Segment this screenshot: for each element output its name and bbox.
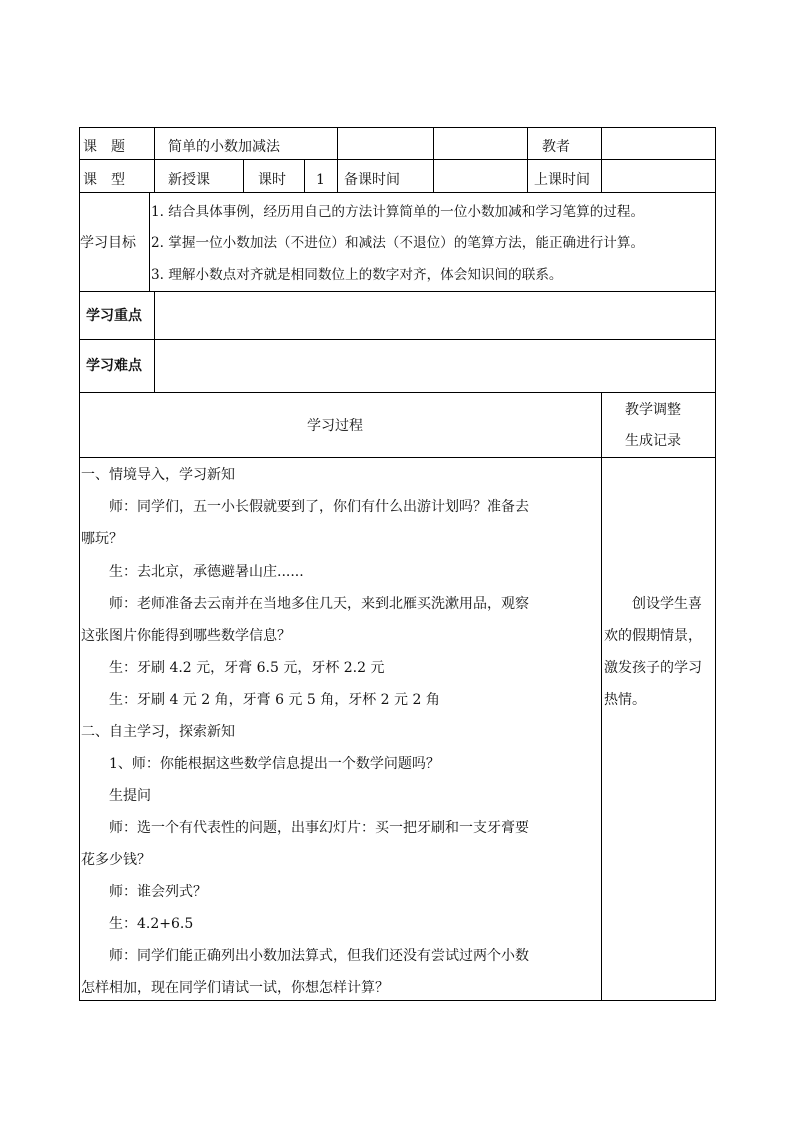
content-line: 生：4.2+6.5 [81,916,194,932]
table-rule [433,127,434,193]
table-rule [601,392,602,1001]
content-line: 师：谁会列式？ [81,884,207,900]
objective-item: 1. 结合具体事例，经历用自己的方法计算简单的一位小数加减和学习笔算的过程。 [151,204,645,220]
content-line: 一、情境导入，学习新知 [81,467,235,483]
content-line: 生提问 [81,788,151,804]
side-note-line: 创设学生喜 [604,596,702,612]
type-label: 课 型 [83,172,125,188]
objective-item: 2. 掌握一位小数加法（不进位）和减法（不退位）的笔算方法，能正确进行计算。 [151,235,645,251]
process-label: 学习过程 [307,418,363,434]
prep-time-label: 备课时间 [344,172,400,188]
table-rule [337,127,338,193]
content-line: 生：牙刷 4.2 元，牙膏 6.5 元，牙杯 2.2 元 [81,660,385,676]
content-line: 哪玩？ [81,531,123,547]
class-time-label: 上课时间 [534,172,590,188]
topic-label: 课 题 [83,139,125,155]
objectives-label: 学习目标 [80,235,136,251]
content-line: 这张图片你能得到哪些数学信息？ [81,628,291,644]
difficulty-label: 学习难点 [86,358,142,374]
content-line: 1、师：你能根据这些数学信息提出一个数学问题吗？ [81,756,440,772]
content-line: 二、自主学习，探索新知 [81,724,235,740]
content-line: 生：去北京，承德避暑山庄...... [81,564,304,580]
table-rule [79,192,716,193]
table-rule [79,392,716,393]
content-line: 师：同学们能正确列出小数加法算式，但我们还没有尝试过两个小数 [81,948,529,964]
content-line: 师：选一个有代表性的问题，出事幻灯片：买一把牙刷和一支牙膏要 [81,820,529,836]
side-note-line: 欢的假期情景， [604,628,702,644]
adjust-label-line1: 教学调整 [625,402,681,418]
table-rule [154,291,155,393]
table-border-top [79,127,716,128]
content-line: 花多少钱？ [81,852,151,868]
table-rule [149,192,150,292]
table-rule [304,159,305,193]
table-border-bottom [79,1000,716,1001]
objective-item: 3. 理解小数点对齐就是相同数位上的数字对齐，体会知识间的联系。 [151,267,563,283]
table-border-left [79,127,80,1001]
period-value: 1 [316,172,325,188]
table-border-right [715,127,716,1001]
table-rule [154,127,155,193]
table-rule [79,339,716,340]
topic-value: 简单的小数加减法 [168,139,280,155]
table-rule [243,159,244,193]
content-line: 师：老师准备去云南并在当地多住几天，来到北雁买洗漱用品，观察 [81,596,529,612]
table-rule [79,457,716,458]
content-line: 生：牙刷 4 元 2 角，牙膏 6 元 5 角，牙杯 2 元 2 角 [81,692,440,708]
side-note-line: 激发孩子的学习 [604,660,702,676]
table-rule [601,127,602,193]
type-value: 新授课 [168,172,210,188]
period-label: 课时 [258,172,286,188]
side-note-line: 热情。 [604,692,646,708]
table-rule [79,291,716,292]
content-line: 怎样相加，现在同学们请试一试，你想怎样计算？ [81,980,389,996]
adjust-label-line2: 生成记录 [625,433,681,449]
table-rule [79,159,716,160]
teacher-label: 教者 [542,139,570,155]
key-point-label: 学习重点 [86,308,142,324]
content-line: 师：同学们，五一小长假就要到了，你们有什么出游计划吗？准备去 [81,499,529,515]
table-rule [527,127,528,193]
